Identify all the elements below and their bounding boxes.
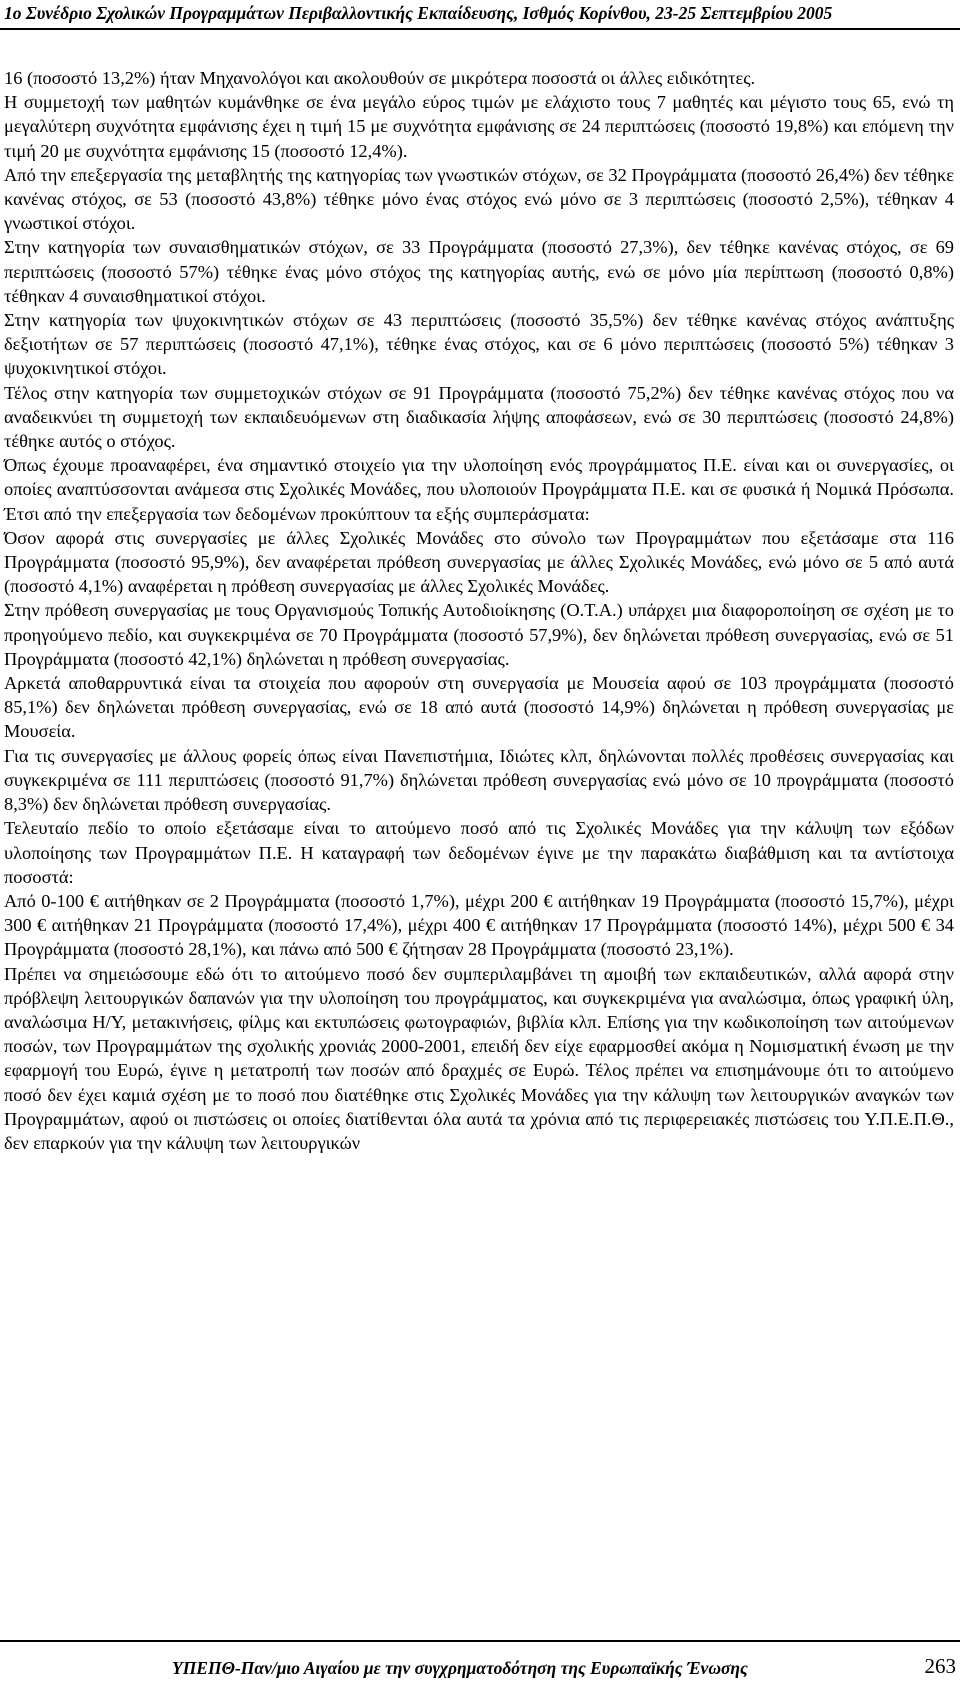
paragraph: Τελευταίο πεδίο το οποίο εξετάσαμε είναι το αιτούμενο ποσό από τις Σχολικές Μονάδες για την κάλυψη των εξόδων υλοποίησης των Προγραμμάτων Π.Ε. Η καταγραφή των δεδομένων έγινε με την παρακάτω διαβάθμιση και τα αντίστοιχα ποσοστά: xyxy=(4,818,954,887)
page-footer xyxy=(0,1646,960,1680)
paragraph: Στην κατηγορία των συναισθηματικών στόχων, σε 33 Προγράμματα (ποσοστό 27,3%), δεν τέθηκε κανένας στόχος, σε 69 περιπτώσεις (ποσοστό 57%) τέθηκε ένας μόνο στόχος της κατηγορίας αυτής, ενώ σε μόνο μία περίπτωση (ποσοστό 0,8%) τέθηκαν 4 συναισθηματικοί στόχοι. xyxy=(4,237,954,306)
paragraph: Στην κατηγορία των ψυχοκινητικών στόχων σε 43 περιπτώσεις (ποσοστό 35,5%) δεν τέθηκε κανένας στόχος ανάπτυξης δεξιοτήτων σε 57 περιπτώσεις (ποσοστό 47,1%), τέθηκε ένας στόχος, και σε 6 μόνο περιπτώσεις (ποσοστό 5%) τέθηκαν 3 ψυχοκινητικοί στόχοι. xyxy=(4,310,954,379)
paragraph: Η συμμετοχή των μαθητών κυμάνθηκε σε ένα μεγάλο εύρος τιμών με ελάχιστο τους 7 μαθητές και μέγιστο τους 65, ενώ τη μεγαλύτερη συχνότητα εμφάνισης έχει η τιμή 15 με συχνότητα εμφάνισης σε 24 περιπτώσεις (ποσοστό 19,8%) και επόμενη την τιμή 20 με συχνότητα εμφάνισης 15 (ποσοστό 12,4%). xyxy=(4,92,954,161)
running-header: 1ο Συνέδριο Σχολικών Προγραμμάτων Περιβαλλοντικής Εκπαίδευσης, Ισθμός Κορίνθου, 23-25 Σεπτεμβρίου 2005 xyxy=(4,3,833,23)
paragraph: 16 (ποσοστό 13,2%) ήταν Μηχανολόγοι και ακολουθούν σε μικρότερα ποσοστά οι άλλες ειδικότητες. xyxy=(4,68,756,88)
paragraph: Τέλος στην κατηγορία των συμμετοχικών στόχων σε 91 Προγράμματα (ποσοστό 75,2%) δεν τέθηκε κανένας στόχος που να αναδεικνύει τη συμμετοχή των εκπαιδευόμενων στη διαδικασία λήψης αποφάσεων, ενώ σε 30 περιπτώσεις (ποσοστό 24,8%) τέθηκε αυτός ο στόχος. xyxy=(4,382,954,452)
header-divider xyxy=(0,28,960,30)
paragraph: Αρκετά αποθαρρυντικά είναι τα στοιχεία που αφορούν στη συνεργασία με Μουσεία αφού σε 103 προγράμματα (ποσοστό 85,1%) δεν δηλώνεται πρόθεση συνεργασίας, ενώ σε 18 από αυτά (ποσοστό 14,9%) δηλώνεται η πρόθεση συνεργασίας με Μουσεία. xyxy=(4,673,954,742)
body-text xyxy=(4,66,954,1155)
page-number: 263 xyxy=(924,1654,956,1678)
paragraph: Όσον αφορά στις συνεργασίες με άλλες Σχολικές Μονάδες στο σύνολο των Προγραμμάτων που εξετάσαμε στα 116 Προγράμματα (ποσοστό 95,9%), δεν αναφέρεται πρόθεση συνεργασίας με άλλες Σχολικές Μονάδες, ενώ μόνο σε 5 από αυτά (ποσοστό 4,1%) αναφέρεται η πρόθεση συνεργασίας με άλλες Σχολικές Μονάδες. xyxy=(4,527,954,597)
paragraph: Στην πρόθεση συνεργασίας με τους Οργανισμούς Τοπικής Αυτοδιοίκησης (Ο.Τ.Α.) υπάρχει μια διαφοροποίηση σε σχέση με το προηγούμενο πεδίο, και συγκεκριμένα σε 70 Προγράμματα (ποσοστό 57,9%), δεν δηλώνεται πρόθεση συνεργασίας, ενώ σε 51 Προγράμματα (ποσοστό 42,1%) δηλώνεται η πρόθεση συνεργασίας. xyxy=(4,600,954,669)
paragraph: Από 0-100 € αιτήθηκαν σε 2 Προγράμματα (ποσοστό 1,7%), μέχρι 200 € αιτήθηκαν 19 Προγράμματα (ποσοστό 15,7%), μέχρι 300 € αιτήθηκαν 21 Προγράμματα (ποσοστό 17,4%), μέχρι 400 € αιτήθηκαν 17 Προγράμματα (ποσοστό 14%), μέχρι 500 € 34 Προγράμματα (ποσοστό 28,1%), και πάνω από 500 € ζήτησαν 28 Προγράμματα (ποσοστό 23,1%). xyxy=(4,890,954,960)
paragraph: Όπως έχουμε προαναφέρει, ένα σημαντικό στοιχείο για την υλοποίηση ενός προγράμματος Π.Ε. είναι και οι συνεργασίες, οι οποίες αναπτύσσονται ανάμεσα στις Σχολικές Μονάδες, που υλοποιούν Προγράμματα Π.Ε. και σε φυσικά ή Νομικά Πρόσωπα. Έτσι από την επεξεργασία των δεδομένων προκύπτουν τα εξής συμπεράσματα: xyxy=(4,455,954,524)
paragraph: Για τις συνεργασίες με άλλους φορείς όπως είναι Πανεπιστήμια, Ιδιώτες κλπ, δηλώνονται πολλές προθέσεις συνεργασίας και συγκεκριμένα σε 111 περιπτώσεις (ποσοστό 91,7%) δηλώνεται πρόθεση συνεργασίας ενώ μόνο σε 10 προγράμματα (ποσοστό 8,3%) δεν δηλώνεται πρόθεση συνεργασίας. xyxy=(4,745,954,815)
footer-divider xyxy=(0,1640,960,1642)
footer-credit: ΥΠΕΠΘ-Παν/μιο Αιγαίου με την συγχρηματοδότηση της Ευρωπαϊκής Ένωσης xyxy=(172,1658,748,1678)
paragraph: Πρέπει να σημειώσουμε εδώ ότι το αιτούμενο ποσό δεν συμπεριλαμβάνει τη αμοιβή των εκπαιδευτικών, αλλά αφορά στην πρόβλεψη λειτουργικών δαπανών για την υλοποίηση του προγράμματος, και συγκεκριμένα για αναλώσιμα, όπως γραφική ύλη, αναλώσιμα Η/Υ, μετακινήσεις, φίλμς και εκτυπώσεις φωτογραφιών, βιβλία κλπ. Επίσης για την κωδικοποίηση των αιτούμενων ποσών, των Προγραμμάτων της σχολικής χρονιάς 2000-2001, επειδή δεν είχε εφαρμοσθεί ακόμα η Νομισματική ένωση με την εφαρμογή του Ευρώ, έγινε η μετατροπή των ποσών από δραχμές σε Ευρώ. Τέλος πρέπει να επισημάνουμε ότι το αιτούμενο ποσό δεν έχει καμιά σχέση με το ποσό που διατέθηκε στις Σχολικές Μονάδες για την κάλυψη των λειτουργικών αναγκών των Προγραμμάτων, αφού οι πιστώσεις οι οποίες διατίθενται όλα αυτά τα χρόνια από τις περιφερειακές πιστώσεις του Υ.Π.Ε.Π.Θ., δεν επαρκούν για την κάλυψη των λειτουργικών xyxy=(4,963,954,1153)
paragraph: Από την επεξεργασία της μεταβλητής της κατηγορίας των γνωστικών στόχων, σε 32 Προγράμματα (ποσοστό 26,4%) δεν τέθηκε κανένας στόχος, σε 53 (ποσοστό 43,8%) τέθηκε μόνο ένας στόχος ενώ μόνο σε 3 περιπτώσεις (ποσοστό 2,5%), τέθηκαν 4 γνωστικοί στόχοι. xyxy=(4,164,954,234)
